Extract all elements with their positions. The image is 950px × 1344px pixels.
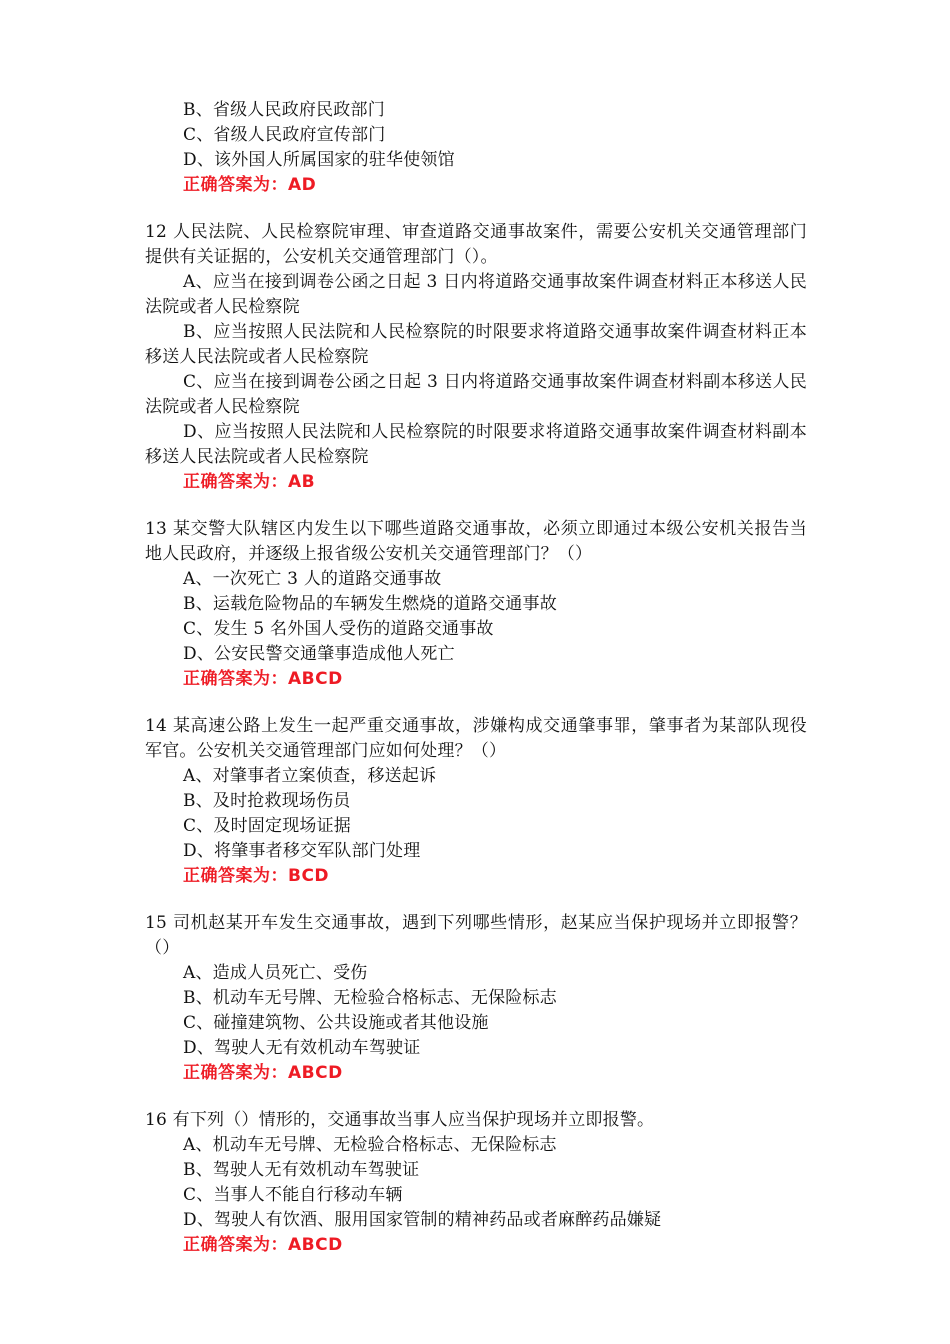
option-b: B、运载危险物品的车辆发生燃烧的道路交通事故 — [183, 594, 557, 614]
option-c: C、碰撞建筑物、公共设施或者其他设施 — [183, 1013, 489, 1033]
option-b: B、应当按照人民法院和人民检察院的时限要求将道路交通事故案件调查材料正本移送人民法院或者人民检察院 — [145, 322, 807, 367]
question-text: 16 有下列（）情形的，交通事故当事人应当保护现场并立即报警。 — [145, 1110, 655, 1130]
question-text: 14 某高速公路上发生一起严重交通事故，涉嫌构成交通肇事罪，肇事者为某部队现役军官。公安机关交通管理部门应如何处理？（） — [145, 716, 807, 761]
option-b: B、驾驶人无有效机动车驾驶证 — [183, 1160, 420, 1180]
question-12 — [145, 220, 807, 495]
correct-answer: 正确答案为：ABCD — [183, 1235, 343, 1255]
question-13 — [145, 517, 807, 692]
carryover-block — [145, 98, 807, 198]
option-d: D、驾驶人有饮酒、服用国家管制的精神药品或者麻醉药品嫌疑 — [183, 1210, 662, 1230]
option-a: A、应当在接到调卷公函之日起 3 日内将道路交通事故案件调查材料正本移送人民法院或者人民检察院 — [145, 272, 807, 317]
document-page — [145, 98, 807, 1258]
option-c: C、发生 5 名外国人受伤的道路交通事故 — [183, 619, 494, 639]
option-d: D、应当按照人民法院和人民检察院的时限要求将道路交通事故案件调查材料副本移送人民法院或者人民检察院 — [145, 422, 807, 467]
question-text: 12 人民法院、人民检察院审理、审查道路交通事故案件，需要公安机关交通管理部门提供有关证据的，公安机关交通管理部门（）。 — [145, 222, 807, 267]
correct-answer: 正确答案为：ABCD — [183, 1063, 343, 1083]
option-d: D、驾驶人无有效机动车驾驶证 — [183, 1038, 421, 1058]
question-15 — [145, 911, 807, 1086]
question-text: 15 司机赵某开车发生交通事故，遇到下列哪些情形，赵某应当保护现场并立即报警？（） — [145, 913, 807, 958]
option-c: C、及时固定现场证据 — [183, 816, 352, 836]
correct-answer: 正确答案为：BCD — [183, 866, 330, 886]
correct-answer: 正确答案为：AD — [183, 175, 317, 195]
option-a: A、对肇事者立案侦查，移送起诉 — [183, 766, 437, 786]
option-c: C、当事人不能自行移动车辆 — [183, 1185, 403, 1205]
option-d: D、将肇事者移交军队部门处理 — [183, 841, 421, 861]
option-b: B、机动车无号牌、无检验合格标志、无保险标志 — [183, 988, 557, 1008]
correct-answer: 正确答案为：AB — [183, 472, 316, 492]
question-text: 13 某交警大队辖区内发生以下哪些道路交通事故，必须立即通过本级公安机关报告当地人民政府，并逐级上报省级公安机关交通管理部门？（） — [145, 519, 807, 564]
option-a: A、一次死亡 3 人的道路交通事故 — [183, 569, 442, 589]
option-d: D、公安民警交通肇事造成他人死亡 — [183, 644, 455, 664]
option-a: A、机动车无号牌、无检验合格标志、无保险标志 — [183, 1135, 557, 1155]
option-a: A、造成人员死亡、受伤 — [183, 963, 368, 983]
question-14 — [145, 714, 807, 889]
option-b: B、省级人民政府民政部门 — [183, 100, 385, 120]
correct-answer: 正确答案为：ABCD — [183, 669, 343, 689]
option-c: C、应当在接到调卷公函之日起 3 日内将道路交通事故案件调查材料副本移送人民法院或者人民检察院 — [145, 372, 807, 417]
option-b: B、及时抢救现场伤员 — [183, 791, 351, 811]
option-d: D、该外国人所属国家的驻华使领馆 — [183, 150, 455, 170]
option-c: C、省级人民政府宣传部门 — [183, 125, 386, 145]
question-16 — [145, 1108, 807, 1258]
